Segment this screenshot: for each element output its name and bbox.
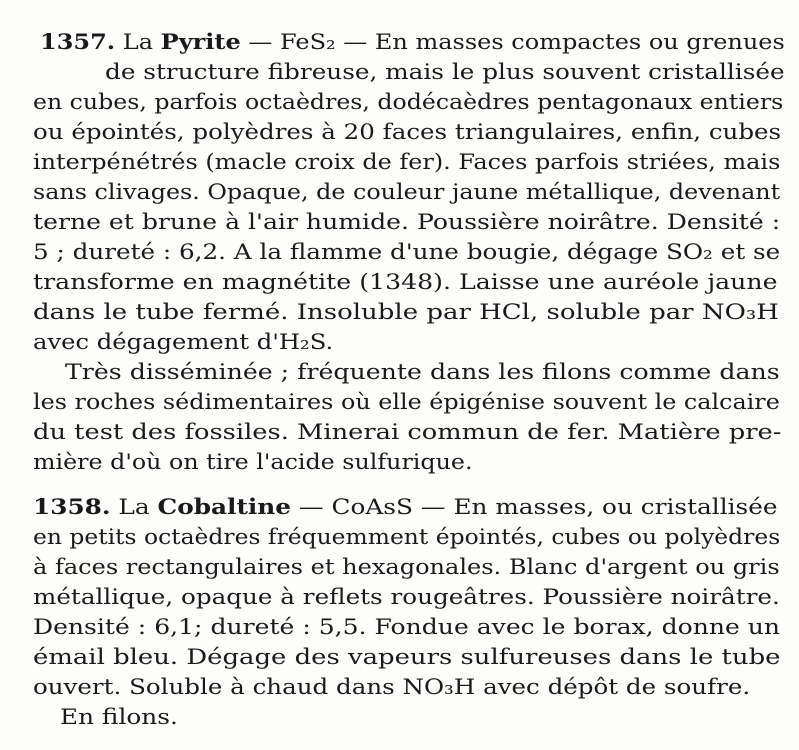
occurrence-line: du test des fossiles. Minerai commun de fer. Matière pre- [33,420,782,444]
entry-text-line: Densité : 6,1; dureté : 5,5. Fondue avec le borax, donne un [33,615,781,639]
entry-text-line: terne et brune à l'air humide. Poussière noirâtre. Densité : [33,210,781,234]
mineral-formula: FeS₂ [280,30,336,54]
mineral-formula: CoAsS [331,495,413,519]
occurrence-line: les roches sédimentaires où elle épigénise souvent le calcaire [33,390,780,414]
entry-text-line: sans clivages. Opaque, de couleur jaune métallique, devenant [33,180,781,204]
entry-article: La [122,30,154,54]
entry-text-line: à faces rectangulaires et hexagonales. Blanc d'argent ou gris [33,555,780,579]
entry-text-line: en petits octaèdres fréquemment épointés, cubes ou polyèdres [33,525,781,549]
entry-text-line: émail bleu. Dégage des vapeurs sulfureuses dans le tube [33,645,781,669]
mineral-name: Pyrite [160,29,241,54]
mineral-name: Cobaltine [157,494,292,519]
entry-text-line: avec dégagement d'H₂S. [33,330,334,354]
entry-1357-heading: 1357. La Pyrite — FeS₂ — En masses compactes ou grenues [40,29,785,54]
entry-text-line: dans le tube fermé. Insoluble par HCl, soluble par NO₃H [33,300,779,324]
entry-text-line [33,265,778,299]
entry-text-line: métallique, opaque à reflets rougeâtres. Poussière noirâtre. [33,585,780,609]
entry-article: La [118,495,150,519]
entry-text-line: ouvert. Soluble à chaud dans NO₃H avec dépôt de soufre. [33,675,751,699]
entry-1358-heading: 1358. La Cobaltine — CoAsS — En masses, ou cristallisée [33,494,778,519]
entry-text-segment: transforme en magnétite (1348). Laisse une auréole jaune [33,270,778,294]
entry-text-line: ou épointés, polyèdres à 20 faces triangulaires, enfin, cubes [33,120,782,144]
entry-text-line: 5 ; dureté : 6,2. A la flamme d'une bougie, dégage SO₂ et se [33,240,781,264]
entry-text-line: interpénétrés (macle croix de fer). Faces parfois striées, mais [33,150,781,174]
entry-text-line: En masses, ou cristallisée [453,495,778,519]
entry-text-line: en cubes, parfois octaèdres, dodécaèdres pentagonaux entiers [33,90,784,114]
entry-number: 1358. [33,494,111,519]
entry-text-line: de structure fibreuse, mais le plus souvent cristallisée [105,60,785,84]
entry-text-line: En masses compactes ou grenues [374,30,785,54]
occurrence-line: mière d'où on tire l'acide sulfurique. [33,450,473,474]
occurrence-line: En filons. [60,705,178,729]
entry-number: 1357. [40,29,116,54]
occurrence-line: Très disséminée ; fréquente dans les filons comme dans [65,360,780,384]
